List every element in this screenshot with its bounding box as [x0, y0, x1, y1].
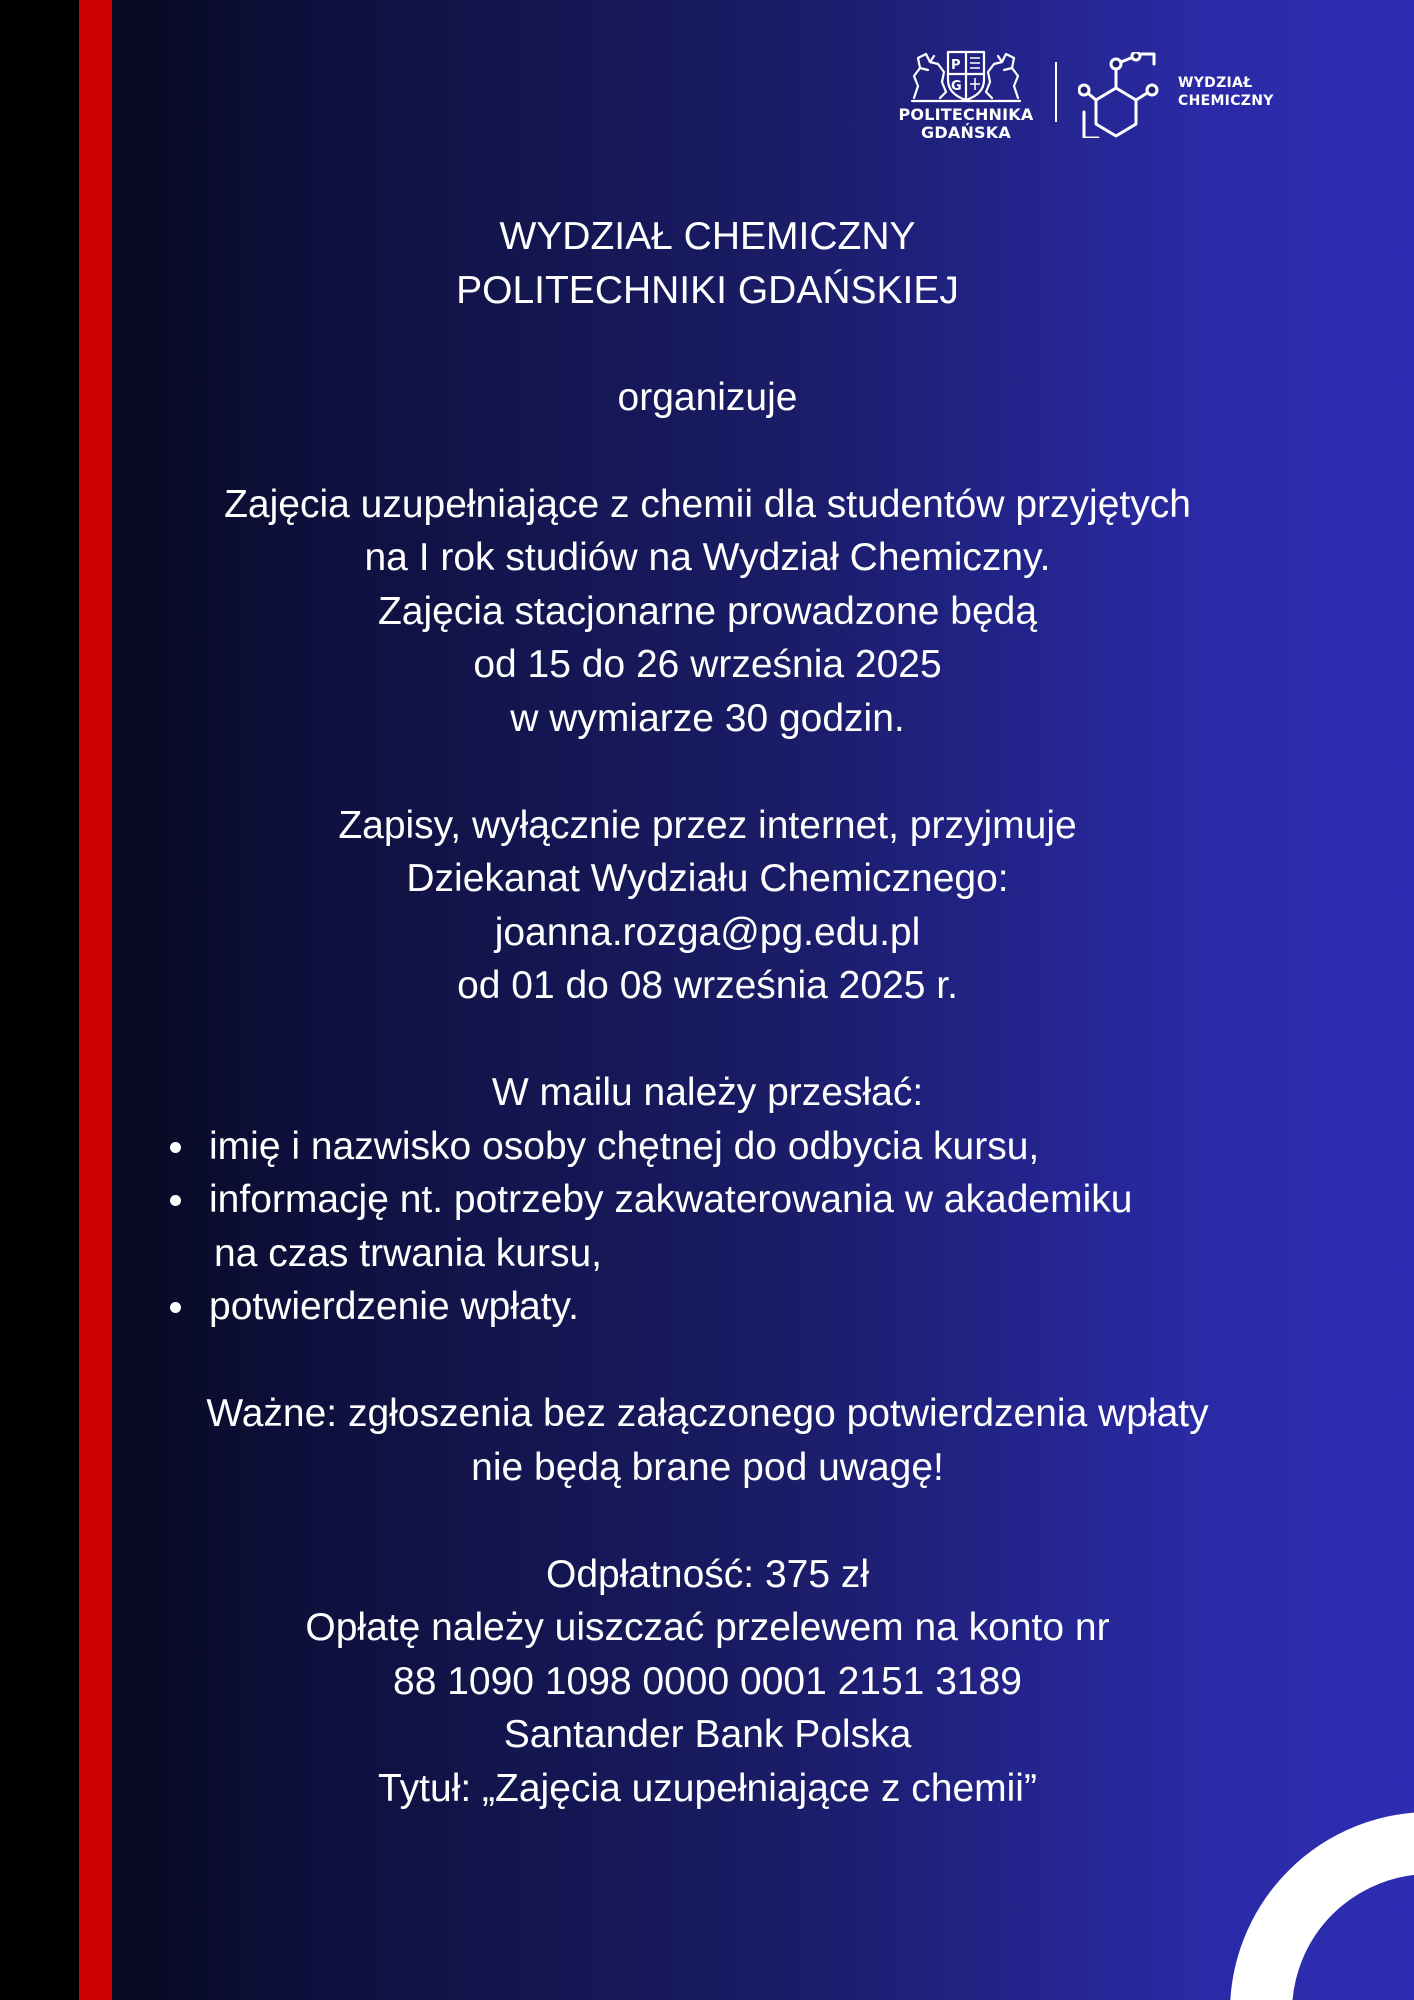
list-item: [150, 1280, 1265, 1334]
registration-line2: Dziekanat Wydziału Chemicznego:: [406, 857, 1009, 900]
organizes-text: organizuje: [617, 375, 798, 419]
faculty-name-line2: CHEMICZNY: [1178, 93, 1274, 109]
bullet-dot-icon: [170, 1302, 181, 1313]
left-red-stripe: [79, 0, 112, 2000]
pg-emblem-icon: [908, 46, 1024, 104]
payment-fee: Odpłatność: 375 zł: [545, 1552, 870, 1596]
payment-line2: Opłatę należy uiszczać przelewem na konto nr: [305, 1606, 1110, 1649]
molecule-hexagon-icon: [1078, 52, 1160, 138]
left-black-strip: [0, 0, 79, 2000]
list-item: [150, 1120, 1265, 1174]
pg-name-line2: GDAŃSKA: [921, 123, 1011, 142]
faculty-name-line1: WYDZIAŁ: [1178, 75, 1253, 91]
requirements-intro: W mailu należy przesłać:: [491, 1071, 924, 1114]
requirement-text: informację nt. potrzeby zakwaterowania w akademiku: [209, 1178, 1133, 1221]
course-line4: od 15 do 26 września 2025: [473, 643, 942, 686]
svg-text:G: G: [951, 79, 962, 94]
important-line1: Ważne: zgłoszenia bez załączonego potwierdzenia wpłaty: [206, 1392, 1209, 1435]
list-item: [150, 1173, 1265, 1280]
registration-line1: Zapisy, wyłącznie przez internet, przyjmuje: [338, 803, 1077, 847]
corner-arc-decoration: [1230, 1812, 1414, 2000]
requirement-continuation: na czas trwania kursu,: [214, 1231, 603, 1275]
course-line3: Zajęcia stacjonarne prowadzone będą: [377, 589, 1038, 633]
logo-block: [898, 44, 1288, 154]
course-line1: Zajęcia uzupełniające z chemii dla studentów przyjętych: [224, 482, 1191, 526]
course-line2: na I rok studiów na Wydział Chemiczny.: [364, 536, 1051, 579]
requirement-text: imię i nazwisko osoby chętnej do odbycia kursu,: [209, 1124, 1040, 1168]
bullet-dot-icon: [170, 1195, 181, 1206]
svg-text:P: P: [951, 58, 961, 73]
logo-divider: [1055, 62, 1057, 122]
payment-bank: Santander Bank Polska: [503, 1713, 912, 1756]
course-line5: w wymiarze 30 godzin.: [510, 696, 905, 740]
pg-logo: [898, 44, 1034, 154]
registration-line4: od 01 do 08 września 2025 r.: [457, 964, 958, 1007]
payment-title: Tytuł: „Zajęcia uzupełniające z chemii”: [378, 1766, 1037, 1810]
requirements-list: [150, 1120, 1265, 1334]
poster-content: [150, 210, 1265, 1815]
payment-account-number: 88 1090 1098 0000 0001 2151 3189: [393, 1659, 1022, 1703]
pg-name-line1: POLITECHNIKA: [898, 105, 1034, 124]
heading-line1: WYDZIAŁ CHEMICZNY: [499, 215, 916, 258]
important-line2: nie będą brane pod uwagę!: [471, 1445, 944, 1489]
bullet-dot-icon: [170, 1142, 181, 1153]
requirement-text: potwierdzenie wpłaty.: [209, 1285, 579, 1328]
registration-email[interactable]: joanna.rozga@pg.edu.pl: [494, 910, 921, 954]
heading-line2: POLITECHNIKI GDAŃSKIEJ: [456, 268, 959, 312]
